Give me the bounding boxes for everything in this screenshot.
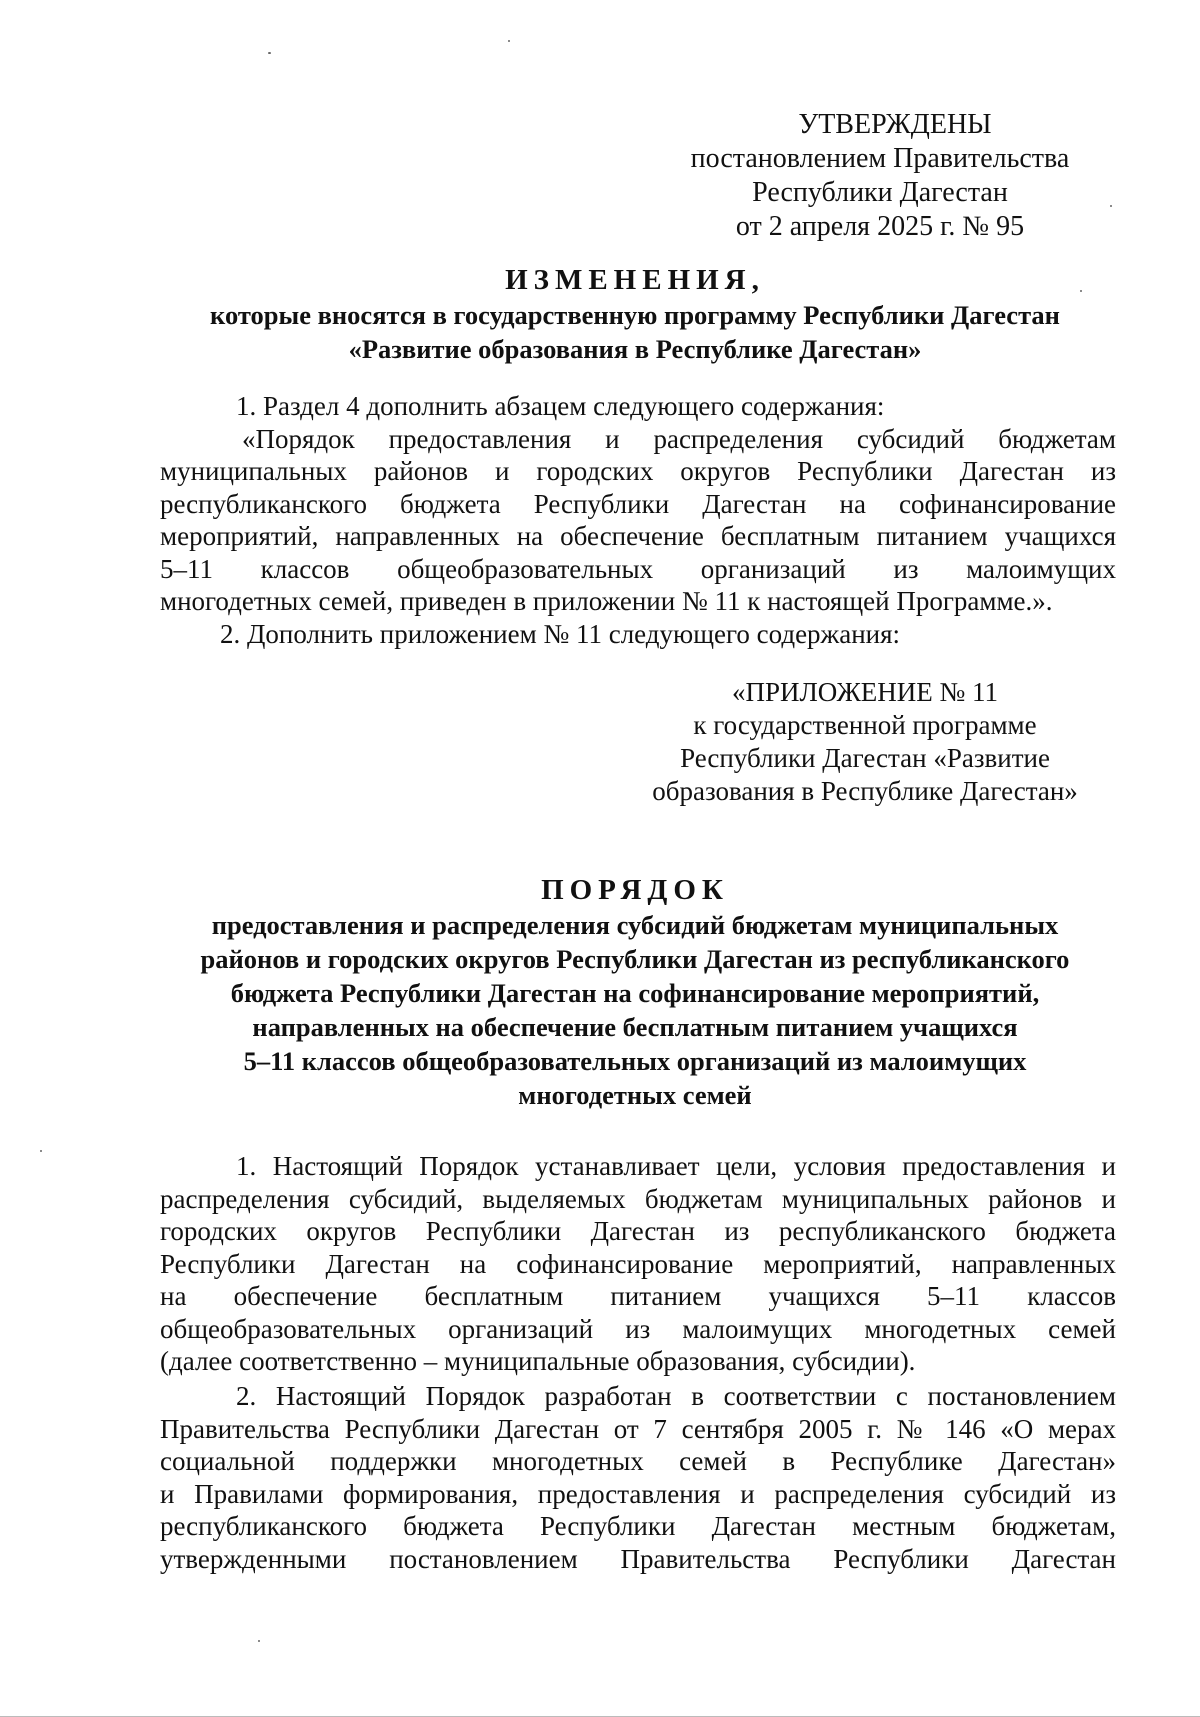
order-p2-line-2: Правительства Республики Дагестан от 7 сентября 2005 г. № 146 «О мерах	[160, 1413, 1116, 1444]
order-paragraph-1	[160, 1150, 1116, 1378]
changes-subtitle-line-2: «Развитие образования в Республике Дагестан»	[348, 334, 922, 364]
item-1-line-4: мероприятий, направленных на обеспечение бесплатным питанием учащихся	[160, 521, 1116, 551]
item-2-intro: 2. Дополнить приложением № 11 следующего содержания:	[220, 618, 901, 649]
approval-block	[640, 108, 1120, 244]
item-1-line-1: «Порядок предоставления и распределения субсидий бюджетам	[242, 423, 1116, 454]
approval-line-4: от 2 апреля 2025 г. № 95	[735, 211, 1025, 242]
item-1-intro: 1. Раздел 4 дополнить абзацем следующего содержания:	[236, 391, 885, 421]
appendix-line-1: «ПРИЛОЖЕНИЕ № 11	[731, 677, 999, 707]
order-p2-line-6: утвержденными постановлением Правительства Республики Дагестан	[160, 1543, 1116, 1574]
appendix-line-4: образования в Республике Дагестан»	[652, 776, 1078, 806]
scan-speck	[508, 40, 510, 42]
appendix-line-2: к государственной программе	[693, 710, 1037, 740]
order-p1-line-5: на обеспечение бесплатным питанием учащихся 5–11 классов	[160, 1281, 1116, 1311]
order-heading: ПОРЯДОК	[541, 874, 729, 906]
item-1-line-6: многодетных семей, приведен в приложении № 11 к настоящей Программе.».	[160, 586, 1053, 616]
item-1-line-5: 5–11 классов общеобразовательных организаций из малоимущих	[160, 553, 1116, 584]
item-1-paragraph	[160, 390, 1116, 650]
order-title-line-6: многодетных семей	[518, 1080, 752, 1110]
appendix-line-3: Республики Дагестан «Развитие	[680, 743, 1050, 773]
scan-speck	[258, 1640, 260, 1642]
scan-speck	[268, 52, 271, 54]
order-title-line-3: бюджета Республики Дагестан на софинансирование мероприятий,	[230, 978, 1040, 1008]
order-title-block	[150, 872, 1120, 1112]
approval-line-3: Республики Дагестан	[752, 177, 1008, 208]
item-1-line-3: республиканского бюджета Республики Дагестан на софинансирование	[160, 488, 1116, 519]
scan-speck	[1110, 205, 1112, 207]
scan-speck	[1080, 290, 1082, 292]
changes-heading: ИЗМЕНЕНИЯ,	[505, 264, 765, 296]
approval-line-2: постановлением Правительства	[690, 143, 1070, 174]
order-p2-line-4: и Правилами формирования, предоставления и распределения субсидий из	[160, 1478, 1116, 1509]
changes-title-block	[150, 262, 1120, 366]
order-p1-line-3: городских округов Республики Дагестан из республиканского бюджета	[160, 1216, 1116, 1246]
order-p1-line-2: распределения субсидий, выделяемых бюджетам муниципальных районов и	[160, 1183, 1116, 1214]
order-p1-line-6: общеобразовательных организаций из малоимущих многодетных семей	[160, 1313, 1116, 1344]
order-p2-line-1: 2. Настоящий Порядок разработан в соответствии с постановлением	[236, 1381, 1116, 1411]
changes-subtitle-line-1: которые вносятся в государственную программу Республики Дагестан	[210, 300, 1060, 330]
scan-speck	[40, 1150, 42, 1152]
order-p2-line-3: социальной поддержки многодетных семей в Республике Дагестан»	[160, 1446, 1116, 1476]
order-p1-line-4: Республики Дагестан на софинансирование мероприятий, направленных	[160, 1248, 1116, 1279]
order-title-line-2: районов и городских округов Республики Дагестан из республиканского	[200, 944, 1070, 974]
order-p2-line-5: республиканского бюджета Республики Дагестан местным бюджетам,	[160, 1511, 1116, 1541]
approval-label: УТВЕРЖДЕНЫ	[798, 109, 992, 140]
order-p1-line-7: (далее соответственно – муниципальные образования, субсидии).	[160, 1346, 916, 1376]
order-paragraph-2	[160, 1380, 1116, 1575]
item-1-line-2: муниципальных районов и городских округов Республики Дагестан из	[160, 456, 1116, 486]
order-title-line-4: направленных на обеспечение бесплатным питанием учащихся	[252, 1012, 1018, 1042]
order-p1-line-1: 1. Настоящий Порядок устанавливает цели, условия предоставления и	[236, 1151, 1116, 1181]
order-title-line-5: 5–11 классов общеобразовательных организаций из малоимущих	[243, 1046, 1027, 1076]
order-title-line-1: предоставления и распределения субсидий бюджетам муниципальных	[211, 910, 1059, 940]
appendix-block	[630, 676, 1100, 808]
